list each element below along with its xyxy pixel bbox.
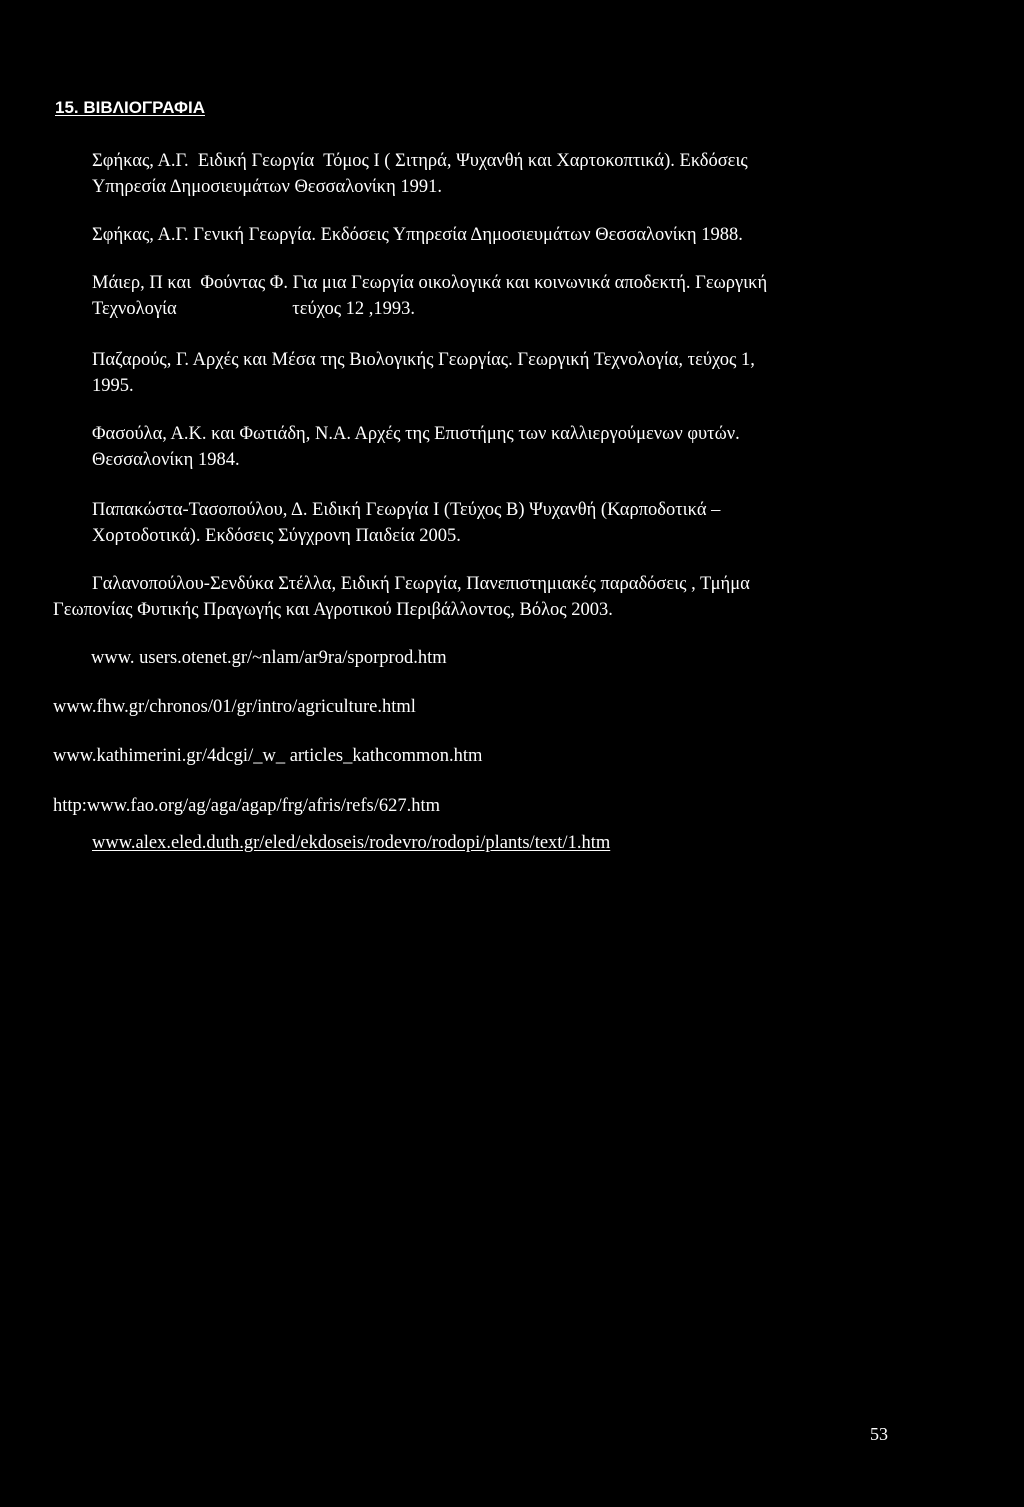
reference-6-line-2: Χορτοδοτικά). Εκδόσεις Σύγχρονη Παιδεία 2005.	[92, 526, 461, 546]
reference-4-line-2: 1995.	[92, 376, 134, 396]
url-reference-3: www.kathimerini.gr/4dcgi/_w_ articles_kathcommon.htm	[53, 746, 483, 766]
url-reference-5-link[interactable]: www.alex.eled.duth.gr/eled/ekdoseis/rodevro/rodopi/plants/text/1.htm	[92, 833, 611, 853]
reference-2-line-1: Σφήκας, Α.Γ. Γενική Γεωργία. Εκδόσεις Υπηρεσία Δημοσιευμάτων Θεσσαλονίκη 1988.	[92, 225, 743, 245]
url-reference-2: www.fhw.gr/chronos/01/gr/intro/agriculture.html	[53, 697, 416, 717]
reference-7-line-1: Γαλανοπούλου-Σενδύκα Στέλλα, Ειδική Γεωργία, Πανεπιστημιακές παραδόσεις , Τμήμα	[92, 574, 750, 594]
url-reference-4: http:www.fao.org/ag/aga/agap/frg/afris/refs/627.htm	[53, 796, 441, 816]
reference-1-line-2: Υπηρεσία Δημοσιευμάτων Θεσσαλονίκη 1991.	[92, 177, 443, 197]
reference-1-line-1: Σφήκας, Α.Γ. Ειδική Γεωργία Τόμος Ι ( Σιτηρά, Ψυχανθή και Χαρτοκοπτικά). Εκδόσεις	[92, 151, 748, 171]
reference-7-line-2: Γεωπονίας Φυτικής Πραγωγής και Αγροτικού Περιβάλλοντος, Βόλος 2003.	[53, 600, 613, 620]
reference-5-line-2: Θεσσαλονίκη 1984.	[92, 450, 240, 470]
reference-3-line-2: Τεχνολογία τεύχος 12 ,1993.	[92, 299, 416, 319]
bibliography-heading: 15. ΒΙΒΛΙΟΓΡΑΦΙΑ	[55, 98, 205, 117]
url-reference-1: www. users.otenet.gr/~nlam/ar9ra/sporprod.htm	[91, 648, 447, 668]
reference-4-line-1: Παζαρούς, Γ. Αρχές και Μέσα της Βιολογικής Γεωργίας. Γεωργική Τεχνολογία, τεύχος 1,	[92, 350, 755, 370]
reference-6-line-1: Παπακώστα-Τασοπούλου, Δ. Ειδική Γεωργία Ι (Τεύχος Β) Ψυχανθή (Καρποδοτικά –	[92, 500, 721, 520]
page-number: 53	[870, 1424, 888, 1444]
reference-5-line-1: Φασούλα, Α.Κ. και Φωτιάδη, Ν.Α. Αρχές της Επιστήμης των καλλιεργούμενων φυτών.	[92, 424, 740, 444]
reference-3-line-1: Μάιερ, Π και Φούντας Φ. Για μια Γεωργία οικολογικά και κοινωνικά αποδεκτή. Γεωργική	[92, 273, 768, 293]
